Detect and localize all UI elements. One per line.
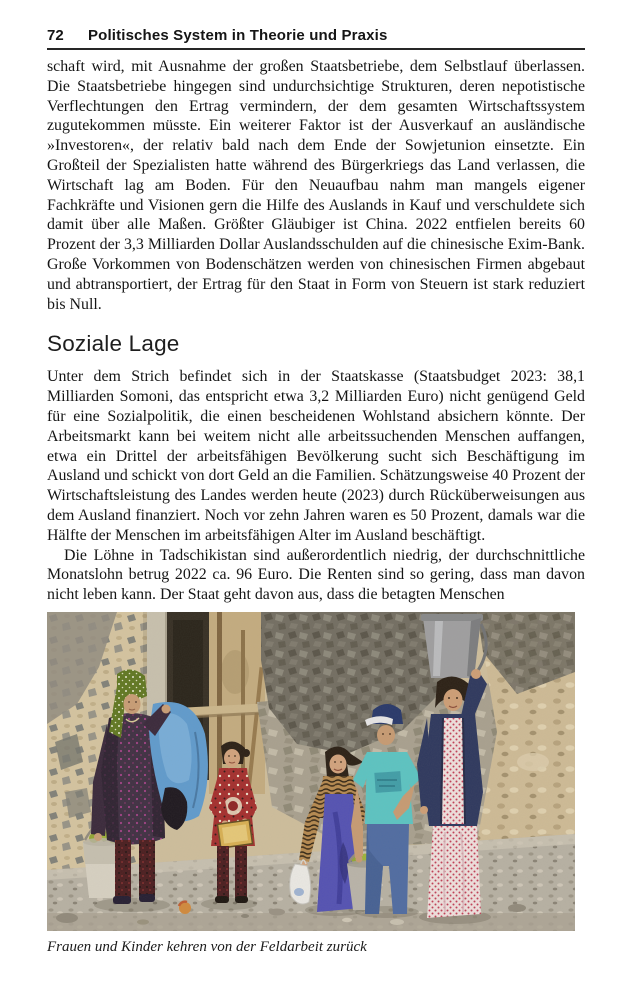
- paragraph-1: schaft wird, mit Ausnahme der großen Staatsbetriebe, dem Selbstlauf überlassen. Die Staatsbetriebe hingegen sind undurchsichtige Strukturen, deren nepotistische Verflechtungen den Ertrag vermindern, der dem gesamten Wirtschaftssystem zugutekommen müsste. Ein weiterer Faktor ist der Ausverkauf an ausländische »Investoren«, der relativ bald nach dem Ende der Sowjetunion einsetzte. Ein Großteil der Spezialisten hatte während des Bürgerkriegs das Land verlassen, die Wirtschaft lag am Boden. Für den Neuaufbau nahm man mangels eigener Fachkräfte und Visionen gern die Hilfe des Auslands in Kauf und verschuldete sich damit über alle Maßen. Größter Gläubiger ist China. 2022 entfielen bereits 60 Prozent der 3,3 Milliarden Dollar Auslandsschulden auf die chinesische Exim-Bank. Große Vorkommen von Bodenschätzen werden von chinesischen Firmen abgebaut und abtransportiert, der Ertrag für den Staat in Form von Steuern ist stark reduziert bis Null.: [47, 58, 585, 313]
- page-number: 72: [47, 27, 64, 44]
- running-head: Politisches System in Theorie und Praxis: [88, 27, 388, 44]
- paragraph-2: Unter dem Strich befindet sich in der Staatskasse (Staatsbudget 2023: 38,1 Milliarden Somoni, das entspricht etwa 3,2 Milliarden Euro) nicht genügend Geld für eine Sozialpolitik, die einen bescheidenen Wohlstand absichern könnte. Der Arbeitsmarkt kann bei weitem nicht alle arbeitssuchenden Menschen auffangen, etwa ein Drittel der arbeitsfähigen Bevölkerung sucht sich Beschäftigung im Ausland und schickt von dort Geld an die Familien. Schätzungsweise 40 Prozent der Wirtschaftsleistung des Landes werden heute (2023) durch Rücküberweisungen aus dem Ausland finanziert. Noch vor zehn Jahren waren es 50 Prozent, damals war die Hälfte der Menschen im arbeitsfähigen Alter im Ausland beschäftigt.: [47, 368, 585, 544]
- paragraph-3: Die Löhne in Tadschikistan sind außerordentlich niedrig, der durchschnittliche Monatslohn betrug 2022 ca. 96 Euro. Die Renten sind so gering, dass man davon nicht leben kann. Der Staat geht davon aus, dass die betagten Menschen: [47, 546, 585, 604]
- section-heading: Soziale Lage: [47, 331, 180, 357]
- figure-caption: Frauen und Kinder kehren von der Feldarbeit zurück: [47, 938, 367, 955]
- photo-women-children-field-return: [47, 612, 575, 931]
- figure: [47, 612, 585, 957]
- page-header: [47, 27, 585, 50]
